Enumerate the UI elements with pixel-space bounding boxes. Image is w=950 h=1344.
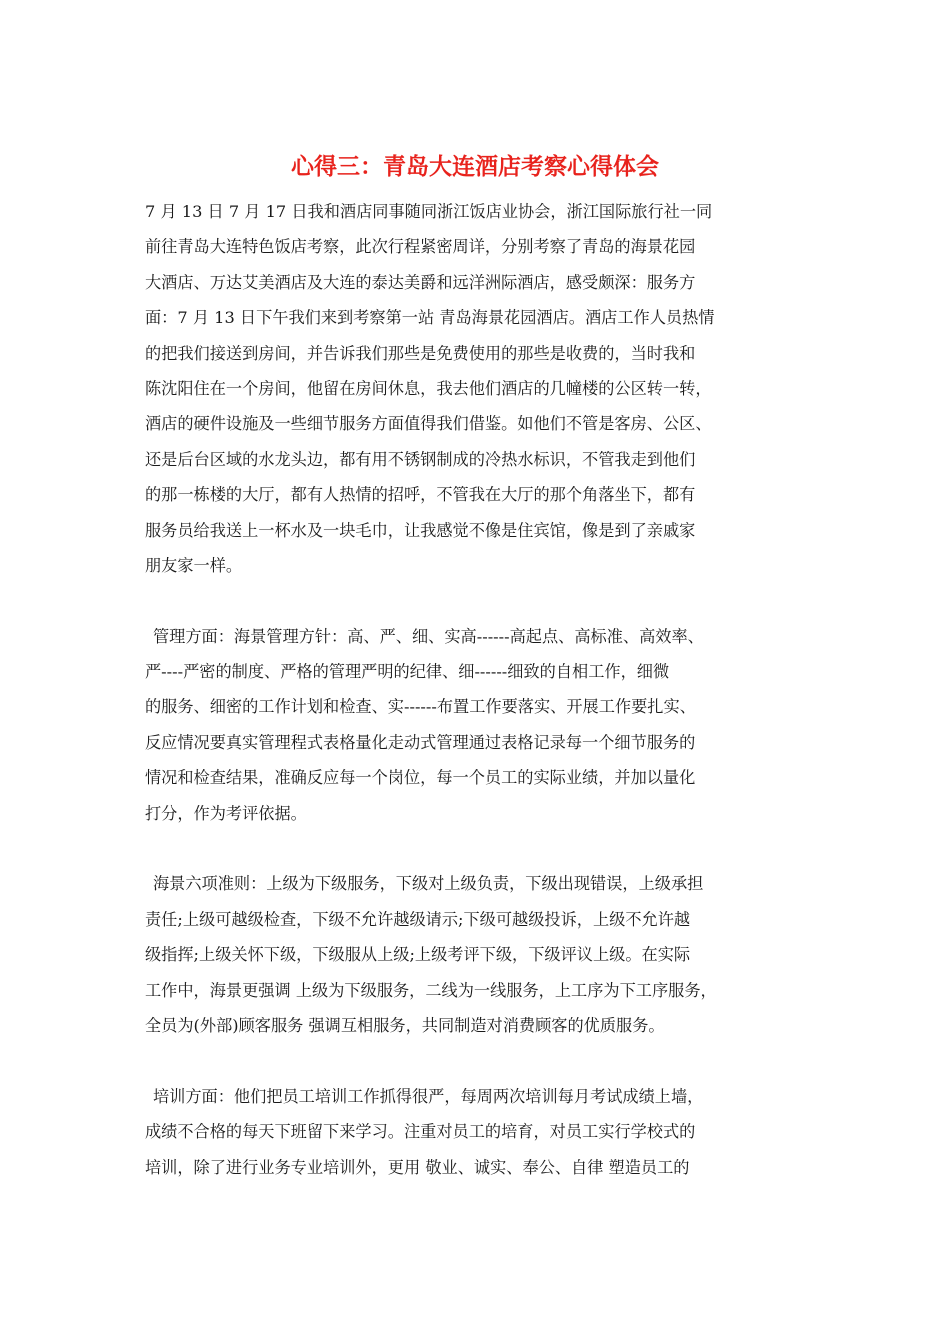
text-line: 反应情况要真实管理程式表格量化走动式管理通过表格记录每一个细节服务的 [145,732,696,752]
text-line: 大酒店、万达艾美酒店及大连的泰达美爵和远洋洲际酒店，感受颇深：服务方 [145,272,696,292]
text-line: 朋友家一样。 [145,555,243,575]
text-line: 成绩不合格的每天下班留下来学习。注重对员工的培育，对员工实行学校式的 [145,1122,696,1142]
text-line: 的那一栋楼的大厅，都有人热情的招呼，不管我在大厅的那个角落坐下，都有 [145,485,696,505]
paragraph-spacer [145,583,825,618]
paragraph-management [145,619,825,831]
text-line: 情况和检查结果，准确反应每一个岗位，每一个员工的实际业绩，并加以量化 [145,768,696,788]
paragraph-training [145,1079,825,1185]
text-line: 服务员给我送上一杯水及一块毛巾，让我感觉不像是住宾馆，像是到了亲戚家 [145,520,696,540]
text-line: 的把我们接送到房间，并告诉我们那些是免费使用的那些是收费的，当时我和 [145,343,696,363]
text-line: 前往青岛大连特色饭店考察，此次行程紧密周详，分别考察了青岛的海景花园 [145,237,696,257]
text-line: 还是后台区域的水龙头边，都有用不锈钢制成的冷热水标识，不管我走到他们 [145,449,696,469]
text-line: 陈沈阳住在一个房间，他留在房间休息，我去他们酒店的几幢楼的公区转一转， [145,378,712,398]
text-line: 海景六项准则：上级为下级服务，下级对上级负责，下级出现错误，上级承担 [153,874,704,894]
text-line: 级指挥;上级关怀下级，下级服从上级;上级考评下级，下级评议上级。在实际 [145,945,691,965]
text-line: 7 月 13 日 7 月 17 日我和酒店同事随同浙江饭店业协会，浙江国际旅行社一同 [145,202,713,221]
text-line: 严----严密的制度、严格的管理严明的纪律、细------细致的自相工作，细微 [145,662,670,682]
text-line: 工作中，海景更强调 上级为下级服务，二线为一线服务，上工序为下工序服务， [145,980,717,1000]
paragraph-service [145,194,825,583]
text-line: 的服务、细密的工作计划和检查、实------布置工作要落实、开展工作要扎实、 [145,697,696,717]
text-line: 全员为(外部)顾客服务 强调互相服务，共同制造对消费顾客的优质服务。 [145,1015,665,1035]
document-body [145,194,825,1185]
text-line: 培训，除了进行业务专业培训外，更用 敬业、诚实、奉公、自律 塑造员工的 [145,1157,690,1177]
text-line: 酒店的硬件设施及一些细节服务方面值得我们借鉴。如他们不管是客房、公区、 [145,414,712,434]
paragraph-six-principles [145,866,825,1043]
text-line: 培训方面：他们把员工培训工作抓得很严，每周两次培训每月考试成绩上墙， [153,1086,704,1106]
text-line: 打分，作为考评依据。 [145,803,307,823]
text-line: 管理方面：海景管理方针：高、严、细、实高------高起点、高标准、高效率、 [153,626,704,646]
text-line: 面：7 月 13 日下午我们来到考察第一站 青岛海景花园酒店。酒店工作人员热情 [145,308,715,328]
text-line: 责任;上级可越级检查，下级不允许越级请示;下级可越级投诉，上级不允许越 [145,909,691,929]
paragraph-spacer [145,1043,825,1078]
paragraph-spacer [145,831,825,866]
document-title: 心得三：青岛大连酒店考察心得体会 [291,153,659,180]
